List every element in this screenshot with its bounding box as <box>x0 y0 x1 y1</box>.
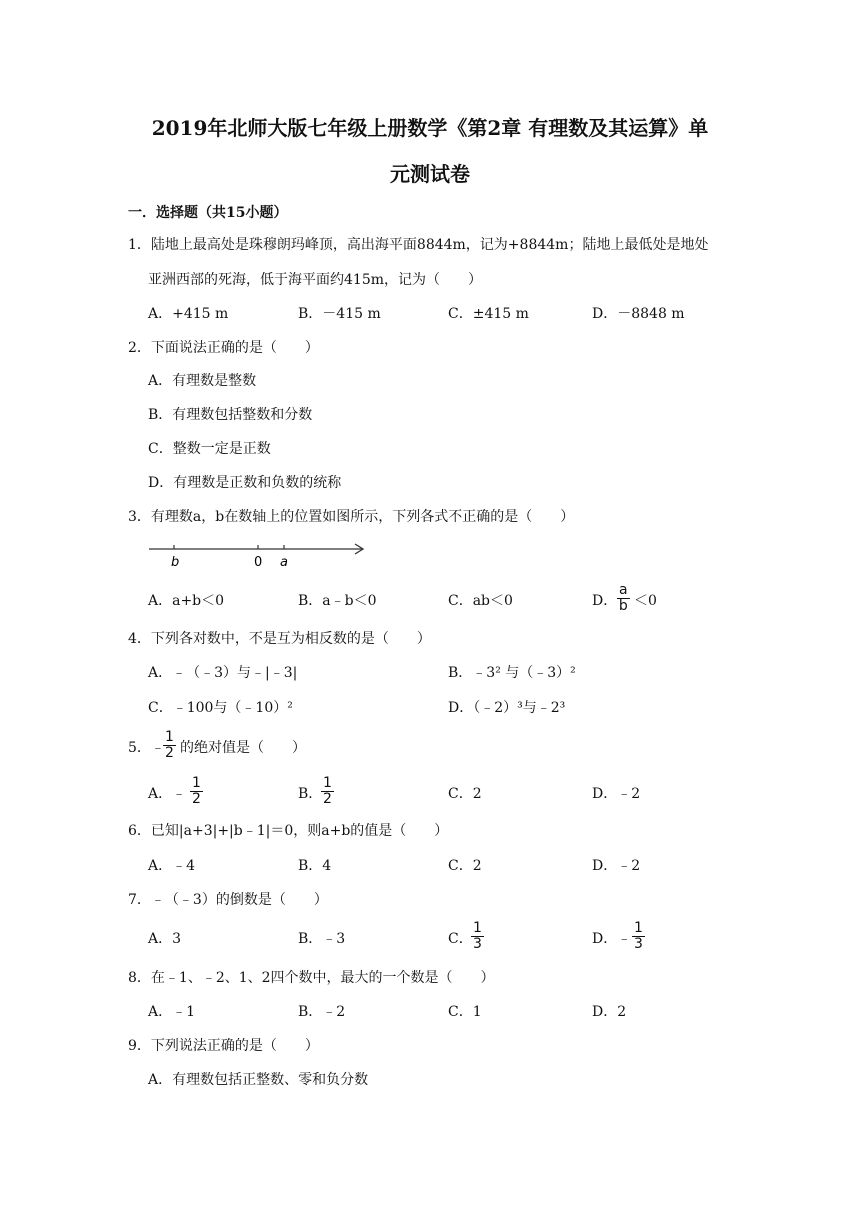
q4-option-a: A．﹣（﹣3）与﹣|﹣3| <box>148 665 298 681</box>
q5-stem-suffix: 的绝对值是（ ） <box>180 740 306 756</box>
q5-option-a-fraction <box>190 776 203 807</box>
q3-option-c: C．ab＜0 <box>448 593 513 609</box>
q3-option-d-prefix: D． <box>592 593 618 609</box>
q8-option-c: C．1 <box>448 1004 482 1020</box>
page-title-line-1: 2019年北师大版七年级上册数学《第2章 有理数及其运算》单 <box>151 116 709 140</box>
q1-option-a: A．+415 m <box>148 306 229 322</box>
q7-option-a: A．3 <box>148 931 182 947</box>
q3-option-d-fraction <box>617 583 630 614</box>
q7-option-c-prefix: C． <box>448 931 473 947</box>
label-zero: 0 <box>254 555 263 570</box>
q5-stem-fraction <box>163 730 176 761</box>
q7-option-d-fraction <box>632 921 645 952</box>
q2-stem: 2．下面说法正确的是（ ） <box>128 340 319 356</box>
q2-option-c: C．整数一定是正数 <box>148 441 271 457</box>
fraction-denominator: 3 <box>473 936 482 952</box>
q8-option-a: A．﹣1 <box>148 1004 196 1020</box>
q3-option-d-suffix: ＜0 <box>634 593 657 609</box>
fraction-numerator: a <box>619 582 628 598</box>
fraction-numerator: 1 <box>634 920 643 936</box>
q8-stem: 8．在﹣1、﹣2、1、2四个数中，最大的一个数是（ ） <box>128 970 495 986</box>
fraction-numerator: 1 <box>192 775 201 791</box>
fraction-denominator: 2 <box>192 791 201 807</box>
fraction-numerator: 1 <box>473 920 482 936</box>
q6-option-a: A．﹣4 <box>148 858 196 874</box>
q7-option-c-fraction <box>471 921 484 952</box>
q6-option-b: B．4 <box>298 858 332 874</box>
q8-option-b: B．﹣2 <box>298 1004 346 1020</box>
q9-option-a: A．有理数包括正整数、零和负分数 <box>148 1072 369 1088</box>
fraction-denominator: 2 <box>323 791 332 807</box>
fraction-denominator: 2 <box>165 745 174 761</box>
label-a: a <box>280 555 288 570</box>
q3-option-a: A．a+b＜0 <box>148 593 225 609</box>
q2-option-d: D．有理数是正数和负数的统称 <box>148 475 342 491</box>
q6-option-c: C．2 <box>448 858 482 874</box>
q2-option-b: B．有理数包括整数和分数 <box>148 407 313 423</box>
fraction-numerator: 1 <box>323 775 332 791</box>
q1-stem-line-2: 亚洲西部的死海，低于海平面约415m，记为（ ） <box>148 272 482 288</box>
q7-option-b: B．﹣3 <box>298 931 346 947</box>
q5-option-b-fraction <box>321 776 334 807</box>
q5-option-a-prefix: A．﹣ <box>148 786 187 802</box>
q1-stem-line-1: 1．陆地上最高处是珠穆朗玛峰顶，高出海平面8844m，记为+8844m；陆地上最低处是地处 <box>128 237 709 253</box>
q1-option-d: D．－8848 m <box>592 306 685 322</box>
q5-option-b-prefix: B． <box>298 786 323 802</box>
q8-option-d: D．2 <box>592 1004 627 1020</box>
fraction-denominator: 3 <box>634 936 643 952</box>
q6-option-d: D．﹣2 <box>592 858 641 874</box>
q5-option-c: C．2 <box>448 786 482 802</box>
page-title-line-2: 元测试卷 <box>390 162 470 186</box>
section-heading: 一．选择题（共15小题） <box>128 205 288 221</box>
q6-stem: 6．已知|a+3|+|b﹣1|＝0，则a+b的值是（ ） <box>128 823 449 839</box>
q4-option-b: B．﹣3² 与（﹣3）² <box>448 665 576 681</box>
q4-stem: 4．下列各对数中，不是互为相反数的是（ ） <box>128 631 431 647</box>
q4-option-c: C．﹣100与（﹣10）² <box>148 700 293 716</box>
q4-option-d: D．（﹣2）³与﹣2³ <box>448 700 566 716</box>
q5-option-d: D．﹣2 <box>592 786 641 802</box>
q3-stem: 3．有理数a，b在数轴上的位置如图所示，下列各式不正确的是（ ） <box>128 509 575 525</box>
q9-stem: 9．下列说法正确的是（ ） <box>128 1038 319 1054</box>
fraction-denominator: b <box>618 598 628 614</box>
fraction-numerator: 1 <box>165 729 174 745</box>
q3-option-b: B．a﹣b＜0 <box>298 593 377 609</box>
label-b: b <box>171 555 180 570</box>
q2-option-a: A．有理数是整数 <box>148 373 257 389</box>
q7-stem: 7．﹣（﹣3）的倒数是（ ） <box>128 892 328 908</box>
q5-stem-prefix: 5．﹣ <box>128 740 165 756</box>
q1-option-b: B．－415 m <box>298 306 381 322</box>
number-line-figure <box>146 538 370 572</box>
q1-option-c: C．±415 m <box>448 306 529 322</box>
q7-option-d-prefix: D．﹣ <box>592 931 632 947</box>
